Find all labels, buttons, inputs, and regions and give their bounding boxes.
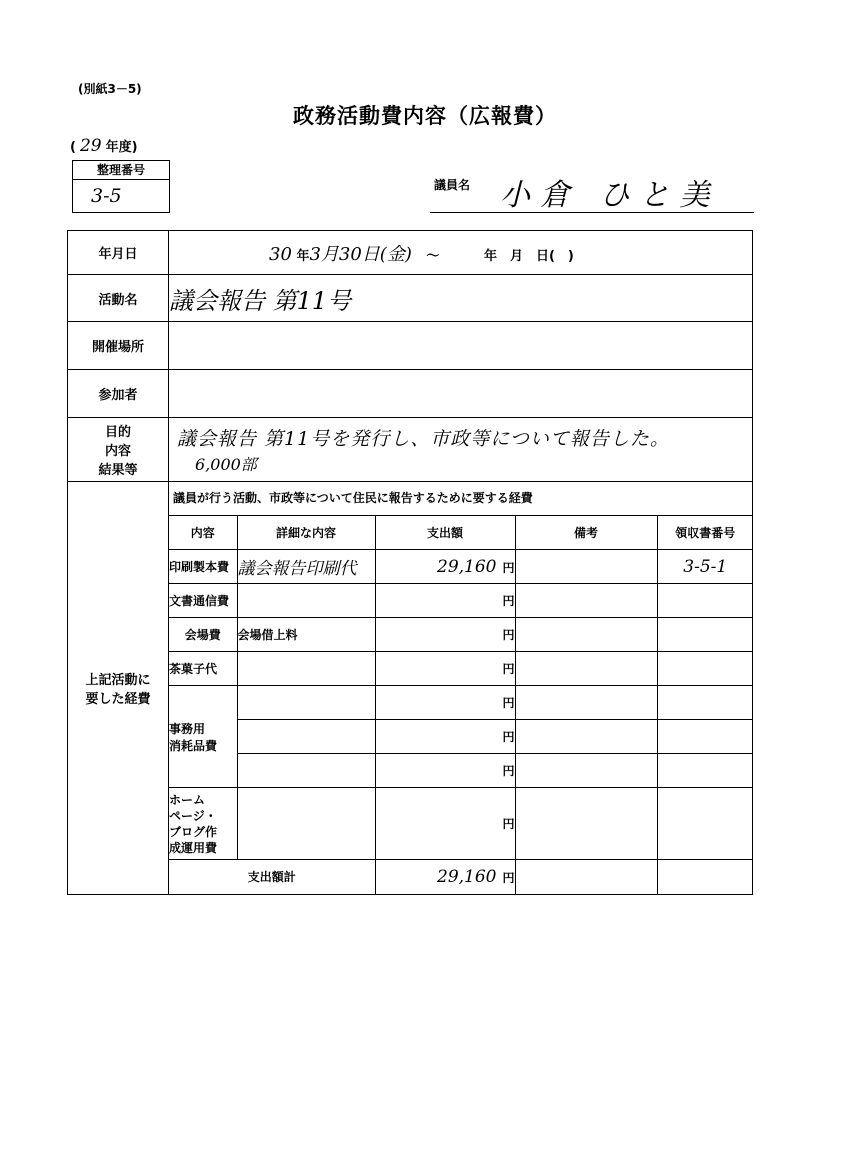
purpose-label-2: 内容 [104, 444, 131, 459]
amount-refreshments [375, 652, 515, 686]
table-row [169, 652, 753, 686]
header-detail: 詳細な内容 [237, 516, 375, 550]
detail-venue: 会場借上料 [237, 618, 375, 652]
total-label: 支出額計 [169, 860, 375, 894]
participants-label: 参加者 [68, 370, 169, 418]
table-row [169, 788, 753, 860]
total-receipt [657, 860, 753, 894]
purpose-line-1: 議会報告 第11号を発行し、市政等について報告した。 [177, 427, 670, 450]
category-office-1: 事務用 [169, 721, 206, 736]
total-note [515, 860, 657, 894]
note-postage [515, 584, 657, 618]
category-web-4: 成運用費 [169, 840, 218, 855]
category-printing: 印刷製本費 [169, 550, 237, 584]
ref-number-label: 整理番号 [73, 161, 169, 180]
venue-label: 開催場所 [68, 322, 169, 370]
activity-label: 活動名 [68, 275, 169, 322]
category-office-2: 消耗品費 [169, 738, 218, 753]
purpose-label-1: 目的 [104, 425, 131, 440]
note-office-3 [515, 754, 657, 788]
category-office-supplies [169, 686, 237, 788]
date-tilde: ～ [426, 248, 440, 264]
purpose-label-3: 結果等 [98, 463, 138, 478]
expense-label [68, 482, 169, 895]
amount-printing [375, 550, 515, 584]
receipt-web [657, 788, 753, 860]
amount-office-3 [375, 754, 515, 788]
fiscal-year [70, 136, 138, 156]
yen-mark: 円 [502, 594, 515, 608]
category-web [169, 788, 237, 860]
category-web-3: ブログ作 [169, 824, 218, 839]
date-year-hw: 30 [269, 243, 292, 265]
receipt-office-3 [657, 754, 753, 788]
category-refreshments: 茶菓子代 [169, 652, 237, 686]
category-postage: 文書通信費 [169, 584, 237, 618]
expense-description: 議員が行う活動、市政等について住民に報告するために要する経費 [173, 491, 533, 505]
amount-office-1 [375, 686, 515, 720]
receipt-venue [657, 618, 753, 652]
detail-office-2 [237, 720, 375, 754]
date-year-unit: 年 [296, 248, 310, 264]
yen-mark: 円 [502, 870, 515, 885]
note-venue [515, 618, 657, 652]
attachment-number: (別紙3－5) [78, 82, 142, 96]
expense-table [169, 515, 753, 894]
category-web-1: ホーム [169, 792, 206, 807]
member-name: 小倉 ひと美 [500, 178, 720, 213]
expense-header-row [169, 516, 753, 550]
fiscal-open: ( [70, 140, 76, 155]
table-row [169, 720, 753, 754]
receipt-office-1 [657, 686, 753, 720]
activity-form [67, 230, 753, 895]
table-row [169, 754, 753, 788]
detail-printing: 議会報告印刷代 [237, 550, 375, 584]
category-venue: 会場費 [169, 618, 237, 652]
yen-mark: 円 [502, 628, 515, 642]
page-title: 政務活動費内容（広報費） [293, 104, 557, 128]
yen-mark: 円 [502, 696, 515, 710]
table-row [169, 686, 753, 720]
header-receipt: 領収書番号 [657, 516, 753, 550]
ref-number-box [72, 160, 170, 213]
header-content: 内容 [169, 516, 237, 550]
note-web [515, 788, 657, 860]
date-monthday-hw: 3月30日(金) [309, 243, 412, 265]
total-amount-value: 29,160 [437, 866, 497, 887]
table-row [169, 618, 753, 652]
note-office-1 [515, 686, 657, 720]
receipt-printing: 3-5-1 [657, 550, 753, 584]
venue-value [169, 322, 753, 370]
fiscal-year-handwritten: 29 [79, 136, 102, 156]
detail-office-1 [237, 686, 375, 720]
expense-label-1: 上記活動に [85, 672, 151, 688]
yen-mark: 円 [502, 817, 515, 831]
detail-postage [237, 584, 375, 618]
receipt-postage [657, 584, 753, 618]
ref-number-value: 3-5 [91, 185, 122, 207]
expense-label-2: 要した経費 [85, 691, 151, 707]
header-note: 備考 [515, 516, 657, 550]
table-row [169, 584, 753, 618]
expense-section [169, 482, 753, 895]
purpose-label [68, 418, 169, 482]
date-cell [169, 231, 753, 275]
date-end: 年 月 日( ) [483, 248, 574, 264]
category-web-2: ページ・ [169, 808, 217, 823]
amount-office-2 [375, 720, 515, 754]
member-label: 議員名 [434, 178, 471, 192]
detail-refreshments [237, 652, 375, 686]
receipt-office-2 [657, 720, 753, 754]
purpose-value [169, 418, 753, 482]
total-row [169, 860, 753, 894]
note-refreshments [515, 652, 657, 686]
date-label: 年月日 [68, 231, 169, 275]
detail-office-3 [237, 754, 375, 788]
yen-mark: 円 [502, 662, 515, 676]
total-amount [375, 860, 515, 894]
note-printing [515, 550, 657, 584]
activity-value: 議会報告 第11号 [169, 275, 753, 322]
amount-postage [375, 584, 515, 618]
amount-printing-value: 29,160 [437, 556, 497, 577]
yen-mark: 円 [502, 730, 515, 744]
amount-venue [375, 618, 515, 652]
yen-mark: 円 [502, 560, 515, 575]
receipt-refreshments [657, 652, 753, 686]
fiscal-close: 年度) [105, 140, 138, 155]
yen-mark: 円 [502, 764, 515, 778]
member-underline [430, 212, 754, 213]
participants-value [169, 370, 753, 418]
amount-web [375, 788, 515, 860]
purpose-line-2: 6,000部 [195, 454, 257, 474]
header-amount: 支出額 [375, 516, 515, 550]
detail-web [237, 788, 375, 860]
table-row [169, 550, 753, 584]
note-office-2 [515, 720, 657, 754]
